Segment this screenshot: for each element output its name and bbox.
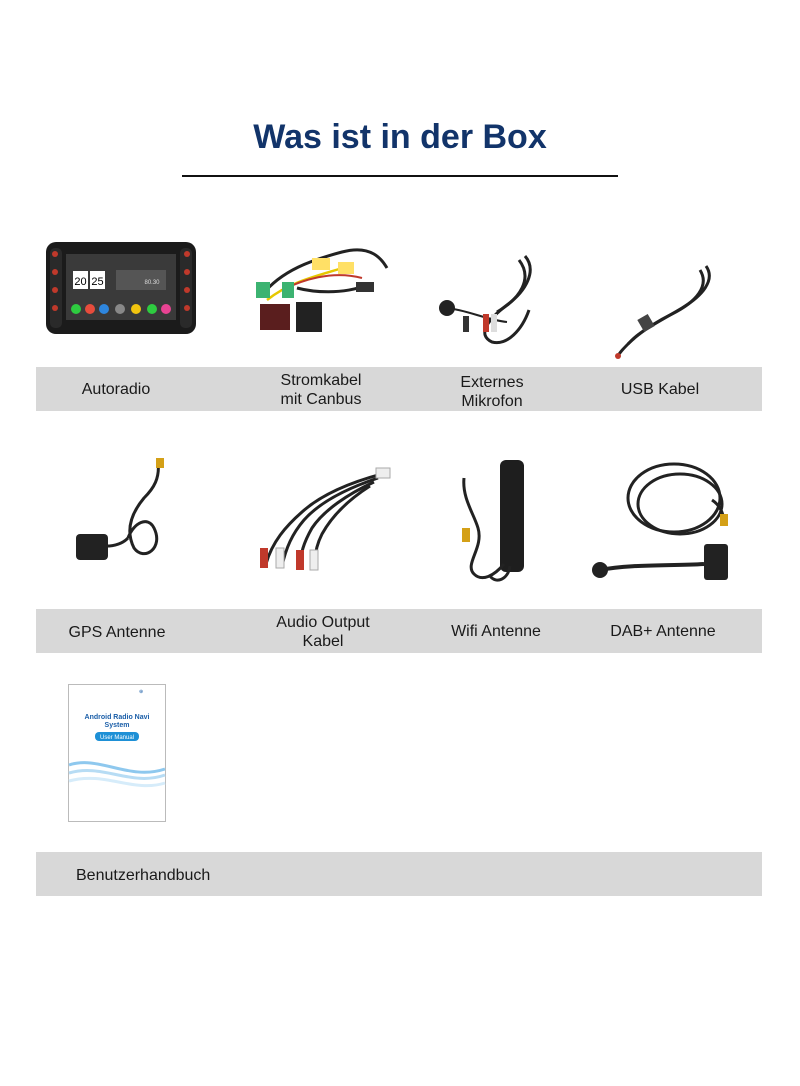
gps-antenna-icon	[74, 458, 174, 568]
item-label-stromkabel: Stromkabel mit Canbus	[280, 372, 362, 408]
clock-hour: 20	[74, 276, 87, 288]
car-radio-icon	[46, 242, 196, 334]
wifi-antenna-icon	[454, 458, 534, 588]
item-label-wifi-antenne: Wifi Antenne	[451, 623, 541, 640]
item-label-usb-kabel: USB Kabel	[620, 381, 700, 398]
item-label-gps-antenne: GPS Antenne	[68, 624, 166, 641]
title-underline	[182, 175, 618, 177]
item-label-mikrofon: Externes Mikrofon	[460, 374, 524, 410]
item-label-autoradio: Autoradio	[81, 381, 151, 398]
item-label-benutzerhandbuch: Benutzerhandbuch	[76, 867, 211, 884]
svg-text:System: System	[104, 722, 130, 729]
page-title: Was ist in der Box	[253, 118, 547, 156]
clock-minute: 25	[91, 276, 104, 288]
manual-badge: User Manual	[99, 735, 135, 741]
manual-icon	[68, 684, 166, 822]
radio-frequency: 80.30	[144, 280, 160, 286]
usb-cable-icon	[612, 260, 716, 360]
audio-cable-icon	[252, 468, 390, 578]
item-label-dab-antenne: DAB+ Antenne	[610, 623, 716, 640]
microphone-icon	[437, 250, 541, 350]
item-label-audio-output: Audio Output Kabel	[276, 614, 370, 650]
power-cable-icon	[252, 240, 392, 336]
svg-text:Android Radio Navi: Android Radio Navi	[84, 714, 150, 721]
svg-text:⊕: ⊕	[139, 689, 144, 695]
dab-antenna-icon	[590, 460, 730, 582]
